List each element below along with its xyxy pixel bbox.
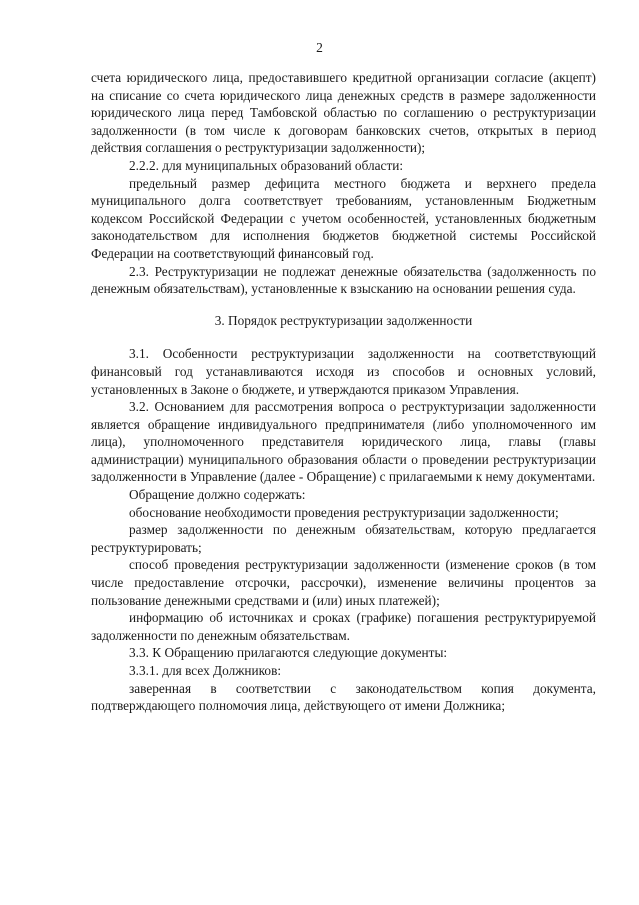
paragraph-account-clause: счета юридического лица, предоставившего кредитной организации согласие (акцепт) на списание со счета юридического лица денежных средств в размере задолженности юридического лица перед Тамбовской областью по соглашению о реструктуризации задолженности (в том числе к договорам банковских счетов, открытых в период действия соглашения о реструктуризации задолженности); [91, 70, 596, 156]
paragraph-method: способ проведения реструктуризации задолженности (изменение сроков (в том числе предоставление отсрочки, рассрочки), изменение величины процентов за пользование денежными средствами и (или) иных платежей); [91, 557, 596, 608]
paragraph-3-3-1: 3.3.1. для всех Должников: [129, 663, 282, 678]
paragraph-2-3: 2.3. Реструктуризации не подлежат денежные обязательства (задолженность по денежным обязательствам), установленные к взысканию на основании решения суда. [91, 263, 596, 297]
paragraph-certified-copy: заверенная в соответствии с законодательством копия документа, подтверждающего полномочия лица, действующего от имени Должника; [91, 680, 596, 714]
paragraph-debt-amount: размер задолженности по денежным обязательствам, которую предлагается реструктурировать; [91, 522, 596, 555]
paragraph-sources-info: информацию об источниках и сроках (графике) погашения реструктурируемой задолженности по денежным обязательствам. [91, 610, 596, 643]
paragraph-3-2: 3.2. Основанием для рассмотрения вопроса о реструктуризации задолженности является обращение индивидуального предпринимателя (либо уполномоченного им лица), уполномоченного представителя юридического лица, главы (главы администрации) муниципального образования области о проведении реструктуризации задолженности в Управление (далее - Обращение) с прилагаемыми к нему документами. [91, 399, 596, 485]
section-heading: 3. Порядок реструктуризации задолженности [214, 312, 473, 328]
page-number: 2 [316, 40, 323, 55]
paragraph-2-2-2: 2.2.2. для муниципальных образований области: [129, 157, 404, 173]
document-body [91, 69, 596, 715]
paragraph-deficit-limit: предельный размер дефицита местного бюджета и верхнего предела муниципального долга соответствует требованиям, установленным Бюджетным кодексом Российской Федерации с учетом особенностей, установленных бюджетным законодательством для исполнения бюджетов бюджетной системы Российской Федерации на соответствующий финансовый год. [91, 175, 596, 261]
paragraph-justification: обоснование необходимости проведения реструктуризации задолженности; [129, 504, 559, 520]
paragraph-3-1: 3.1. Особенности реструктуризации задолженности на соответствующий финансовый год устанавливаются исходя из способов и основных условий, установленных в Законе о бюджете, и утверждаются приказом Управления. [91, 346, 596, 397]
paragraph-3-3: 3.3. К Обращению прилагаются следующие документы: [129, 645, 448, 661]
paragraph-appeal-contents: Обращение должно содержать: [129, 487, 306, 503]
